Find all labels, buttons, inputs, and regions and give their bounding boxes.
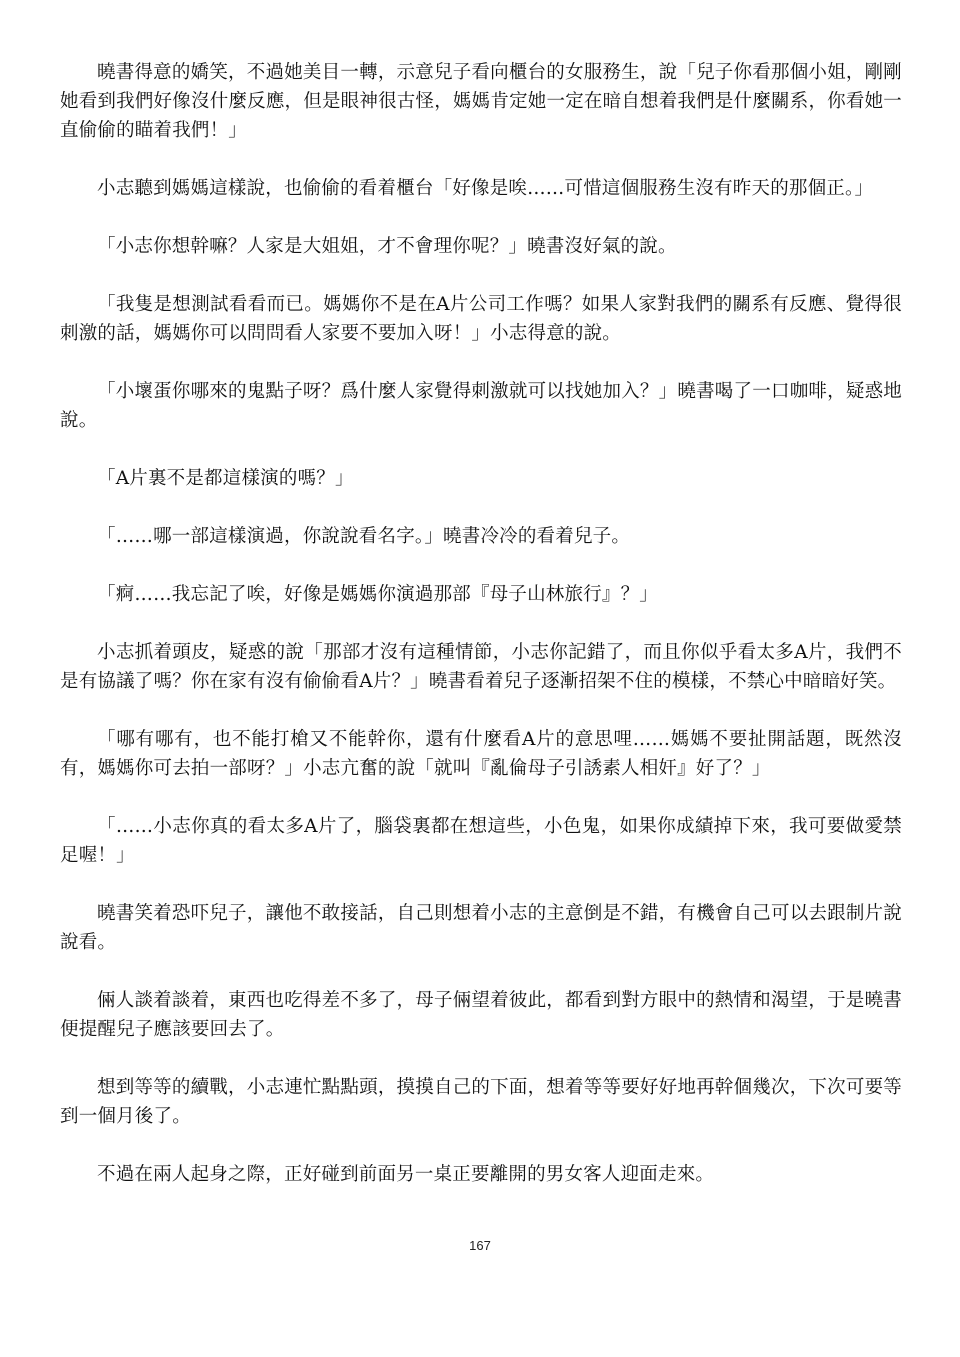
paragraph-13: 倆人談着談着，東西也吃得差不多了，母子倆望着彼此，都看到對方眼中的熱情和渴望，于是曉書便提醒兒子應該要回去了。 bbox=[60, 990, 902, 1040]
paragraph-12: 曉書笑着恐吓兒子，讓他不敢接話，自己則想着小志的主意倒是不錯，有機會自己可以去跟制片說說看。 bbox=[60, 903, 902, 953]
paragraph-11: 「……小志你真的看太多A片了，腦袋裏都在想這些，小色鬼，如果你成績掉下來，我可要做愛禁足喔！」 bbox=[60, 816, 902, 866]
paragraph-5: 「小壞蛋你哪來的鬼點子呀？爲什麼人家覺得刺激就可以找她加入？」曉書喝了一口咖啡，疑惑地說。 bbox=[60, 381, 902, 431]
paragraph-6: 「A片裏不是都這樣演的嗎？」 bbox=[97, 468, 354, 489]
paragraph-9: 小志抓着頭皮，疑惑的說「那部才沒有這種情節，小志你記錯了，而且你似乎看太多A片，我們不是有協議了嗎？你在家有沒有偷偷看A片？」曉書看着兒子逐漸招架不住的模樣，不禁心中暗暗好笑。 bbox=[60, 642, 902, 692]
document-body bbox=[60, 58, 902, 1218]
page-number: 167 bbox=[469, 1238, 491, 1253]
paragraph-14: 想到等等的續戰，小志連忙點點頭，摸摸自己的下面，想着等等要好好地再幹個幾次，下次可要等到一個月後了。 bbox=[60, 1077, 902, 1127]
paragraph-8: 「痾……我忘記了唉，好像是媽媽你演過那部『母子山林旅行』？」 bbox=[97, 584, 659, 605]
paragraph-3: 「小志你想幹嘛？人家是大姐姐，才不會理你呢？」曉書沒好氣的說。 bbox=[97, 236, 677, 257]
paragraph-15: 不過在兩人起身之際，正好碰到前面另一桌正要離開的男女客人迎面走來。 bbox=[97, 1164, 715, 1185]
paragraph-2: 小志聽到媽媽這樣說，也偷偷的看着櫃台「好像是唉……可惜這個服務生沒有昨天的那個正。」 bbox=[97, 178, 874, 199]
paragraph-4: 「我隻是想測試看看而已。媽媽你不是在A片公司工作嗎？如果人家對我們的關系有反應、覺得很刺激的話，媽媽你可以問問看人家要不要加入呀！」小志得意的說。 bbox=[60, 294, 902, 344]
paragraph-7: 「……哪一部這樣演過，你說說看名字。」曉書冷冷的看着兒子。 bbox=[97, 526, 631, 547]
paragraph-1: 曉書得意的嬌笑，不過她美目一轉，示意兒子看向櫃台的女服務生，說「兒子你看那個小姐，剛剛她看到我們好像沒什麼反應，但是眼神很古怪，媽媽肯定她一定在暗自想着我們是什麼關系，你看她一直偷偷的瞄着我們！」 bbox=[60, 62, 902, 141]
paragraph-10: 「哪有哪有，也不能打槍又不能幹你，還有什麼看A片的意思哩……媽媽不要扯開話題，既然沒有，媽媽你可去拍一部呀？」小志亢奮的說「就叫『亂倫母子引誘素人相奸』好了？」 bbox=[60, 729, 902, 779]
